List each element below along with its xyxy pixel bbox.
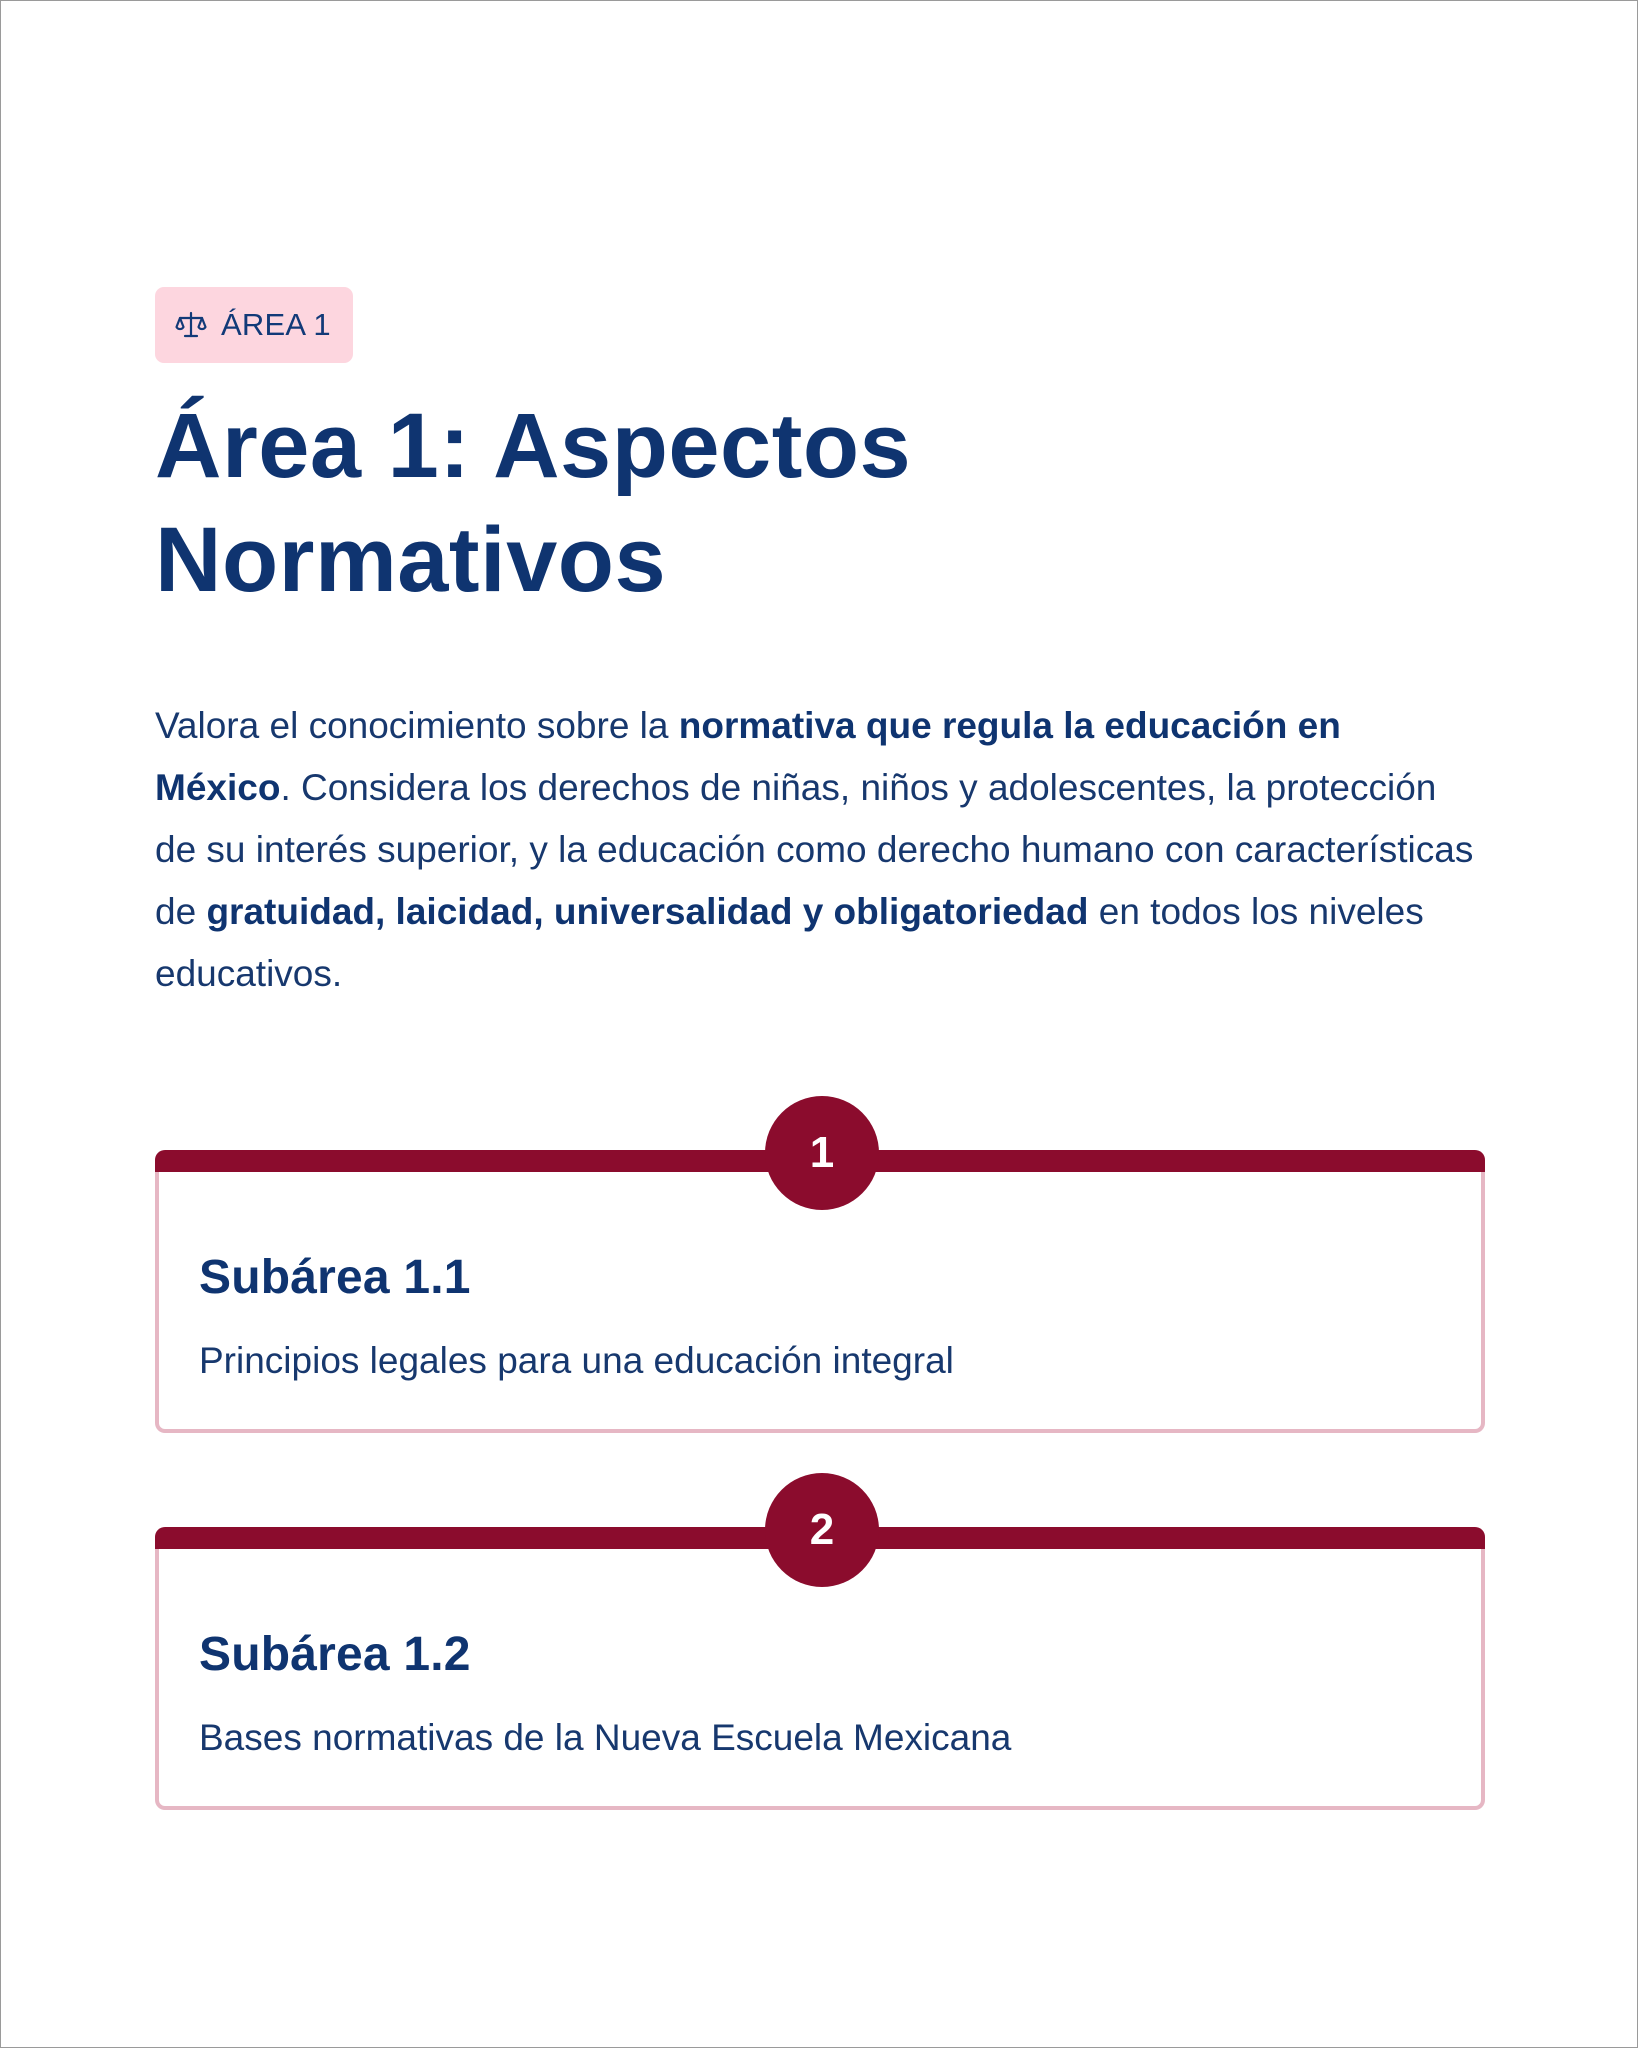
page-title — [155, 389, 1485, 617]
subarea-description: Principios legales para una educación integral — [199, 1340, 954, 1381]
scales-icon — [175, 309, 207, 341]
area-badge — [155, 287, 353, 363]
subarea-title: Subárea 1.2 — [199, 1628, 471, 1681]
intro-bold-2: gratuidad, laicidad, universalidad y obligatoriedad — [206, 891, 1089, 932]
intro-bold-1: normativa que regula la educación en México — [155, 705, 1341, 808]
intro-text-1: Valora el conocimiento sobre la — [155, 705, 679, 746]
intro-text-2: . Considera los derechos de niñas, niños y adolescentes, la protección de su interés superior, y la educación como derecho humano con características de — [155, 767, 1474, 932]
page-title-line-1: Área 1: Aspectos — [155, 395, 912, 497]
subarea-title: Subárea 1.1 — [199, 1251, 471, 1304]
intro-text-3: en todos los niveles educativos. — [155, 891, 1424, 994]
intro-paragraph — [155, 695, 1485, 1005]
subarea-number-badge: 1 — [765, 1096, 879, 1210]
subarea-card-1 — [155, 1128, 1485, 1433]
subarea-description: Bases normativas de la Nueva Escuela Mexicana — [199, 1717, 1012, 1758]
subarea-number-badge: 2 — [765, 1473, 879, 1587]
page-title-line-2: Normativos — [155, 509, 667, 611]
subarea-card-2 — [155, 1505, 1485, 1810]
area-section — [155, 287, 1485, 1810]
area-badge-label: ÁREA 1 — [221, 307, 331, 342]
